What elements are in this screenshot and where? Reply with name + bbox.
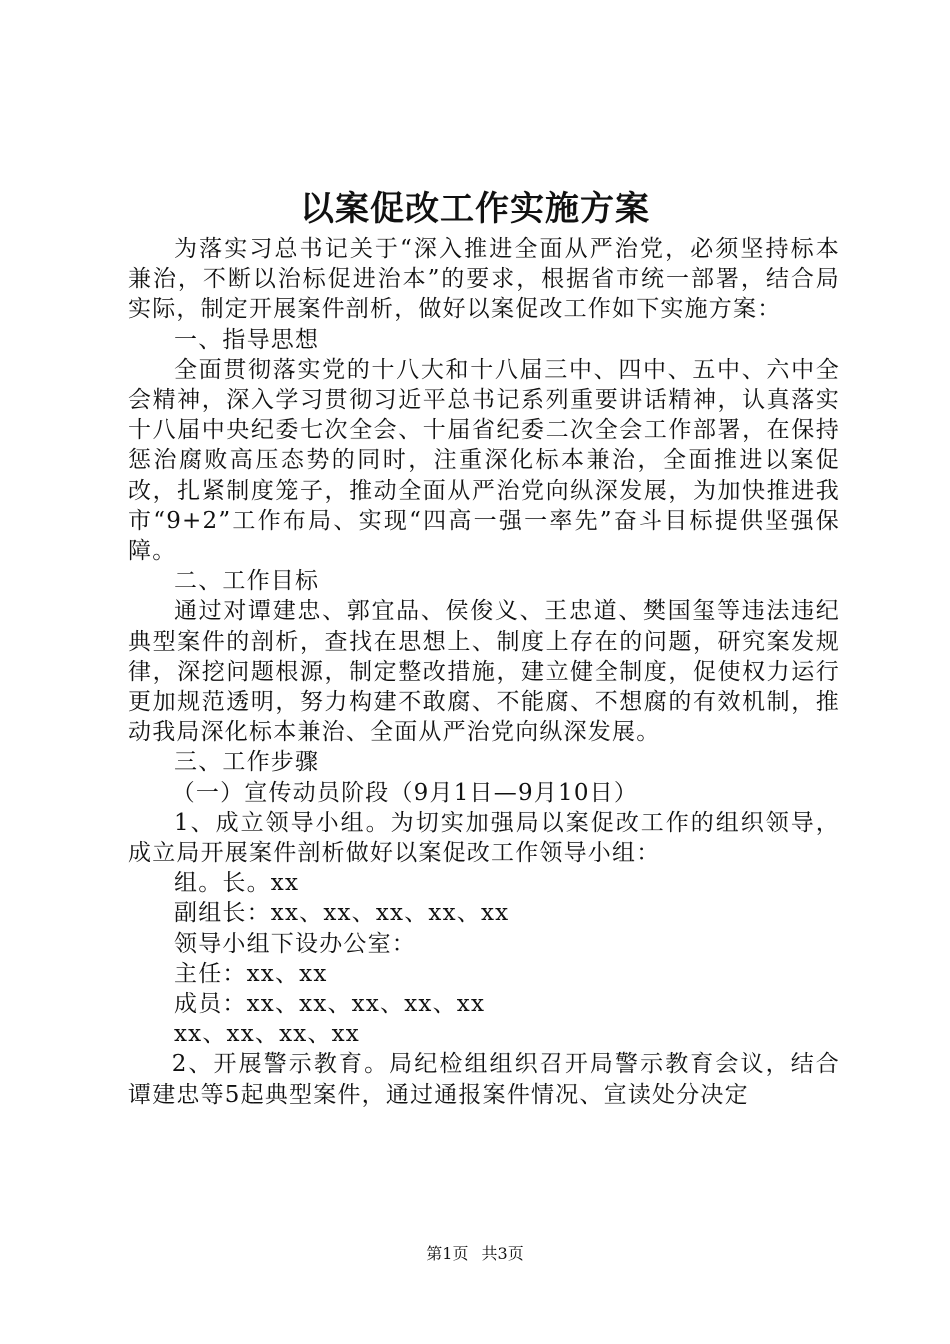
page-footer — [0, 1242, 950, 1266]
members-line: 成员：xx、xx、xx、xx、xx — [174, 991, 486, 1018]
group-leader-line: 组。长。xx — [174, 870, 300, 897]
page-total: 共3页 — [481, 1244, 524, 1263]
section-heading-work-steps: 三、工作步骤 — [174, 749, 320, 776]
page-number: 第1页 — [426, 1244, 469, 1263]
subsection-heading-publicity-stage: （一）宣传动员阶段（9月1日—9月10日） — [171, 779, 639, 806]
intro-paragraph: 为落实习总书记关于“深入推进全面从严治党，必须坚持标本兼治，不断以治标促进治本”的要求，根据省市统一部署，结合局实际，制定开展案件剖析，做好以案促改工作如下实施方案： — [128, 236, 840, 323]
deputy-leader-line: 副组长：xx、xx、xx、xx、xx — [174, 900, 510, 927]
work-goals-paragraph: 通过对谭建忠、郭宜品、侯俊义、王忠道、樊国玺等违法违纪典型案件的剖析，查找在思想上、制度上存在的问题，研究案发规律，深挖问题根源，制定整改措施，建立健全制度，促使权力运行更加规范透明，努力构建不敢腐、不能腐、不想腐的有效机制，推动我局深化标本兼治、全面从严治党向纵深发展。 — [128, 598, 840, 746]
step-1-paragraph: 1、成立领导小组。为切实加强局以案促改工作的组织领导，成立局开展案件剖析做好以案促改工作领导小组： — [128, 809, 840, 867]
step-2-paragraph: 2、开展警示教育。局纪检组组织召开局警示教育会议，结合谭建忠等5起典型案件，通过通报案件情况、宣读处分决定 — [128, 1051, 840, 1108]
section-heading-work-goals: 二、工作目标 — [174, 568, 320, 595]
office-line: 领导小组下设办公室： — [174, 930, 416, 957]
document-body — [128, 234, 840, 1110]
guiding-ideology-paragraph: 全面贯彻落实党的十八大和十八届三中、四中、五中、六中全会精神，深入学习贯彻习近平总书记系列重要讲话精神，认真落实十八届中央纪委七次全会、十届省纪委二次全会工作部署，在保持惩治腐败高压态势的同时，注重深化标本兼治，全面推进以案促改，扎紧制度笼子，推动全面从严治党向纵深发展，为加快推进我市“9+2”工作布局、实现“四高一强一率先”奋斗目标提供坚强保障。 — [128, 356, 840, 565]
members-continuation-line: xx、xx、xx、xx — [174, 1021, 360, 1048]
director-line: 主任：xx、xx — [174, 960, 328, 987]
section-heading-guiding-ideology: 一、指导思想 — [174, 326, 320, 353]
document-title: 以案促改工作实施方案 — [300, 189, 650, 229]
